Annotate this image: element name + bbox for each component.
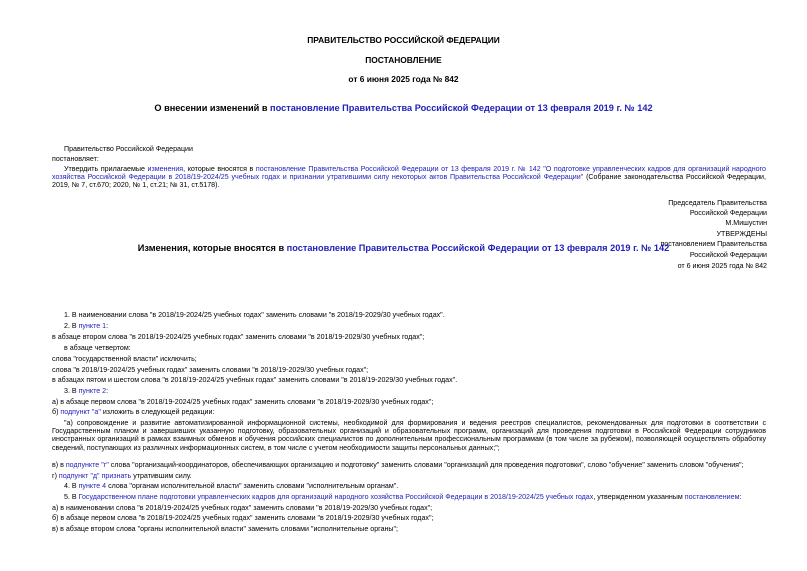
item-2-a: в абзаце втором слова "в 2018/19-2024/25 учебных годах" заменить словами "в 2018/19-2029/30 учебных годах";	[52, 333, 425, 341]
approved-label: УТВЕРЖДЕНЫ	[716, 230, 767, 238]
decree-142-link[interactable]: постановление Правительства Российской Федерации от 13 февраля 2019 г. № 142 "О подготовке управленческих кадров для организаций народного хозяйства Российской Федерации в 2018/19-2024/25 учебных годах и признании утратившими силу некоторых актов Правительства Российской Федерации"	[52, 165, 766, 182]
item-3-post: :	[106, 387, 109, 395]
item-2-b: в абзаце четвертом:	[64, 344, 131, 352]
item-2-e: в абзацах пятом и шестом слова "в 2018/19-2024/25 учебных годах" заменить словами "в 2018/19-2029/30 учебных годах".	[52, 376, 458, 384]
changes-title	[0, 243, 807, 254]
item-4-pre: 4. В	[64, 482, 79, 490]
item-3-d-link[interactable]: подпункт "д"	[58, 472, 100, 480]
intro-text-a: Утвердить прилагаемые	[64, 165, 148, 173]
item-3-c-post: слова "организаций-координаторов, обеспечивающих организацию и подготовку" заменить словами "организаций для проведения подготовки", слово "обучение" заменить словом "обучения";	[108, 461, 744, 469]
item-3-a: а) в абзаце первом слова "в 2018/19-2024/25 учебных годах" заменить словами "в 2018/19-2029/30 учебных годах";	[52, 398, 434, 406]
item-3-c-link[interactable]: подпункте "г"	[65, 461, 109, 469]
item-3-d-post: утратившим силу.	[131, 472, 192, 480]
intro-text-c: (Собрание законодательства Российской Федерации, 2019, № 7, ст.670; 2020, № 1, ст.21; № 31, ст.5178).	[52, 173, 766, 190]
item-4	[64, 482, 398, 490]
approved-country: Российской Федерации	[689, 251, 767, 259]
item-5-a: а) в наименовании слова "в 2018/19-2024/25 учебных годах" заменить словами "в 2018/19-2029/30 учебных годах";	[52, 504, 433, 512]
item-2-post: :	[106, 322, 109, 330]
item-3-b-pre: б)	[52, 408, 61, 416]
document-title	[0, 103, 807, 114]
item-3-c	[52, 461, 744, 469]
item-5-b: б) в абзаце первом слова "в 2018/19-2024/25 учебных годах" заменить словами "в 2018/19-2029/30 учебных годах";	[52, 514, 434, 522]
intro-line-1: Правительство Российской Федерации	[64, 145, 193, 153]
changes-title-text: Изменения, которые вносятся в	[137, 243, 287, 253]
item-3-link[interactable]: пункте 2	[78, 387, 107, 395]
item-4-link[interactable]: пункте 4	[78, 482, 107, 490]
item-3-b	[52, 408, 214, 416]
item-5-link2[interactable]: постановлением	[684, 493, 740, 501]
intro-text-b: , которые вносятся в	[183, 165, 256, 173]
signature-position: Председатель Правительства	[668, 199, 767, 207]
item-3-b-post: изложить в следующей редакции:	[100, 408, 215, 416]
item-3-d-link2[interactable]: признать	[101, 472, 132, 480]
item-3	[64, 387, 108, 395]
item-3-pre: 3. В	[64, 387, 79, 395]
document-date: от 6 июня 2025 года № 842	[348, 74, 459, 84]
item-3-c-pre: в) в	[52, 461, 66, 469]
item-5-post: :	[739, 493, 742, 501]
signature-country: Российской Федерации	[689, 209, 767, 217]
item-5-c: в) в абзаце втором слова "органы исполнительной власти" заменить словами "исполнительные органы";	[52, 525, 399, 533]
item-3-quote: "а) сопровождение и развитие автоматизированной информационной системы, необходимой для формирования и ведения реестров специалистов, рекомендованных для подготовки в соответствии с Государственным планом и завершивших указанную подготовку, образовательных организаций и образовательных программ, организаций для проведения подготовки в Российской Федерации сотрудников иностранных организаций в рамках взаимных обменов и обучения российских специалистов по дополнительным профессиональным программам (в том числе за рубежом), позволяющей осуществлять обработку сведений, поступающих из различных информационных систем, в том числе с учетом необходимости защиты персональных данных;";	[52, 419, 766, 452]
item-5-mid: , утвержденном указанным	[593, 493, 685, 501]
item-3-d	[52, 472, 192, 480]
intro-line-2: постановляет:	[52, 155, 99, 163]
item-5-pre: 5. В	[64, 493, 79, 501]
item-2-d: слова "в 2018/19-2024/25 учебных годах" заменить словами "в 2018/19-2029/30 учебных годах";	[52, 366, 369, 374]
approved-by: постановлением Правительства	[660, 240, 767, 248]
item-2-pre: 2. В	[64, 322, 79, 330]
item-2-c: слова "государственной власти" исключить;	[52, 355, 197, 363]
item-5	[64, 493, 741, 501]
government-heading: ПРАВИТЕЛЬСТВО РОССИЙСКОЙ ФЕДЕРАЦИИ	[307, 35, 500, 45]
item-2-link[interactable]: пункте 1	[78, 322, 107, 330]
document-title-link[interactable]: постановление Правительства Российской Федерации от 13 февраля 2019 г. № 142	[270, 103, 653, 113]
item-1: 1. В наименовании слова "в 2018/19-2024/25 учебных годах" заменить словами "в 2018/19-2029/30 учебных годах".	[64, 311, 445, 319]
item-4-post: слова "органам исполнительной власти" заменить словами "исполнительным органам".	[106, 482, 399, 490]
intro-paragraph	[52, 165, 766, 190]
item-3-b-link[interactable]: подпункт "а"	[60, 408, 101, 416]
item-3-d-pre: г)	[52, 472, 59, 480]
changes-title-link[interactable]: постановление Правительства Российской Федерации от 13 февраля 2019 г. № 142	[286, 243, 670, 253]
document-title-text: О внесении изменений в	[154, 103, 271, 113]
item-2	[64, 322, 108, 330]
changes-link[interactable]: изменения	[147, 165, 184, 173]
signature-name: М.Мишустин	[725, 219, 767, 227]
item-5-link[interactable]: Государственном плане подготовки управленческих кадров для организаций народного хозяйства Российской Федерации в 2018/19-2024/25 учебных годах	[78, 493, 594, 501]
approved-date: от 6 июня 2025 года № 842	[677, 262, 767, 270]
document-type: ПОСТАНОВЛЕНИЕ	[365, 55, 442, 65]
